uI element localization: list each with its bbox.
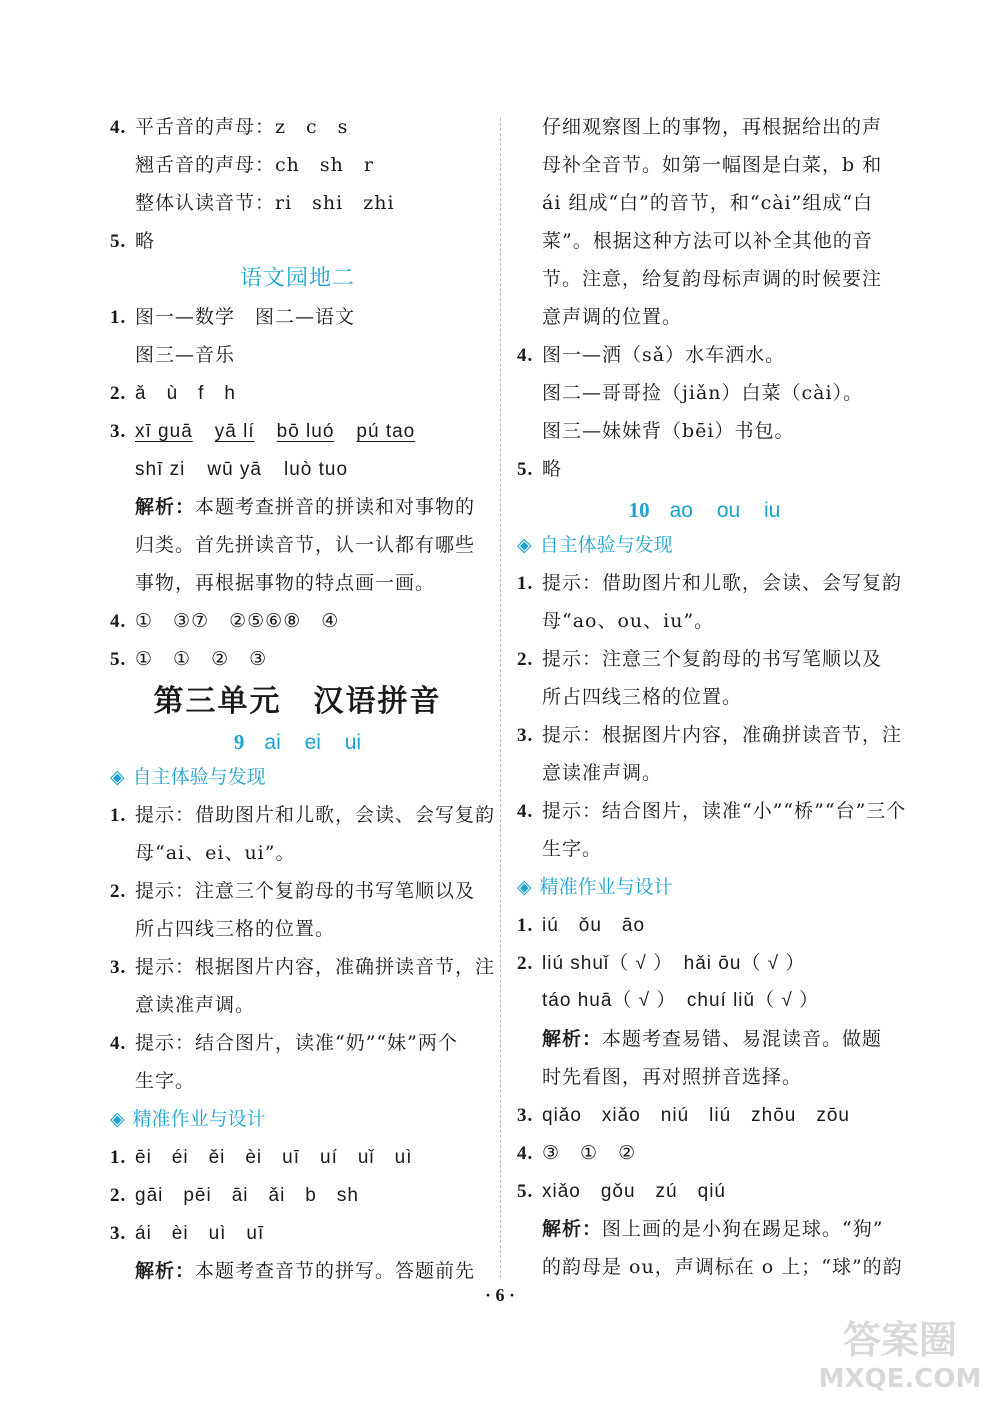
- item-text: 提示：结合图片，读准“奶”“妹”两个: [135, 1032, 458, 1054]
- item-text: 提示：注意三个复韵母的书写笔顺以及: [542, 648, 883, 670]
- subsection-heading: [517, 526, 892, 564]
- item-text: táo huā（ √ ） chuí liǔ（ √ ）: [542, 990, 820, 1011]
- item-number: 4.: [110, 611, 127, 632]
- item-text: 提示：结合图片，读准“小”“桥”“台”三个: [542, 800, 907, 822]
- pinyin-word: luò tuo: [284, 459, 349, 480]
- item-text: 意读准声调。: [542, 762, 663, 784]
- item-number: 5.: [517, 1181, 534, 1202]
- item-text: 生字。: [542, 838, 603, 860]
- item-text: 提示：注意三个复韵母的书写笔顺以及: [135, 880, 476, 902]
- analysis-text: ái 组成“白”的音节，和“cài”组成“白: [542, 192, 874, 214]
- subsection-label: 自主体验与发现: [132, 766, 266, 788]
- item-text: iú ǒu āo: [542, 915, 646, 936]
- diamond-icon: ◈: [110, 1108, 125, 1130]
- left-column: [110, 108, 496, 1290]
- analysis-label: 解析：: [135, 496, 196, 518]
- lesson-name: ai ei ui: [264, 731, 362, 754]
- diamond-icon: ◈: [110, 766, 125, 788]
- answer-item: [110, 1214, 485, 1252]
- item-text: 提示：借助图片和儿歌，会读、会写复韵: [542, 572, 903, 594]
- subsection-label: 自主体验与发现: [539, 534, 673, 556]
- item-number: 2.: [517, 649, 534, 670]
- item-text: 图一—洒（sǎ）水车洒水。: [542, 344, 786, 366]
- item-text: 生字。: [135, 1070, 196, 1092]
- pinyin-word: shī zi: [135, 459, 186, 480]
- item-number: 3.: [517, 1105, 534, 1126]
- analysis: [517, 1020, 892, 1058]
- right-column: [517, 108, 907, 1286]
- analysis-text: 意声调的位置。: [542, 306, 683, 328]
- item-text: 略: [542, 458, 563, 480]
- item-text: gāi pēi āi ǎi b sh: [135, 1185, 359, 1206]
- answer-item: [110, 450, 485, 488]
- subsection-heading: [517, 868, 892, 906]
- answer-item: [110, 796, 496, 834]
- item-text: ③ ① ②: [542, 1142, 637, 1164]
- pinyin-word: pú tao: [356, 421, 416, 442]
- answer-item: [110, 872, 485, 910]
- item-text: 所占四线三格的位置。: [542, 686, 743, 708]
- analysis-label: 解析：: [542, 1218, 603, 1240]
- item-text: 提示：根据图片内容，准确拼读音节，注: [542, 724, 903, 746]
- analysis-text: 归类。首先拼读音节，认一认都有哪些: [135, 534, 476, 556]
- item-number: 4.: [110, 1033, 127, 1054]
- analysis-text: 本题考查音节的拼写。答题前先: [195, 1260, 476, 1282]
- analysis-text: 仔细观察图上的事物，再根据给出的声: [542, 116, 883, 138]
- answer-item: [517, 450, 892, 488]
- item-text: 图三—音乐: [135, 344, 236, 366]
- page-number: · 6 ·: [484, 1285, 515, 1305]
- answer-item: [110, 222, 485, 260]
- answer-item: [517, 564, 903, 602]
- answer-item: [517, 336, 892, 374]
- item-text: liú shuǐ（ √ ） hǎi ōu（ √ ）: [542, 953, 806, 974]
- analysis: [110, 488, 485, 526]
- watermark-url: MXQE.COM: [818, 1364, 982, 1394]
- item-text: xiǎo gǒu zú qiú: [542, 1181, 726, 1202]
- item-number: 4.: [110, 117, 127, 138]
- diamond-icon: ◈: [517, 876, 532, 898]
- answer-item: [517, 792, 907, 830]
- lesson-title: [110, 726, 485, 758]
- answer-item: [517, 944, 892, 982]
- unit-title: 第三单元 汉语拼音: [153, 684, 442, 719]
- item-number: 5.: [110, 231, 127, 252]
- answer-item: [110, 602, 485, 640]
- analysis-text: 本题考查易错、易混读音。做题: [602, 1028, 883, 1050]
- item-text: 整体认读音节：ri shi zhi: [135, 192, 395, 214]
- pinyin-word: yā lí: [214, 421, 255, 442]
- item-text: qiǎo xiǎo niú liú zhōu zōu: [542, 1105, 850, 1126]
- item-text: ① ① ② ③: [135, 648, 268, 670]
- item-number: 4.: [517, 345, 534, 366]
- subsection-heading: [110, 758, 485, 796]
- item-number: 4.: [517, 1143, 534, 1164]
- item-text: 略: [135, 230, 156, 252]
- item-number: 3.: [110, 421, 127, 442]
- analysis-text: 母补全音节。如第一幅图是白菜，b 和: [542, 154, 883, 176]
- item-number: 2.: [517, 953, 534, 974]
- analysis-text: 的韵母是 ou，声调标在 o 上；“球”的韵: [542, 1256, 903, 1278]
- item-text: 图三—妹妹背（bēi）书包。: [542, 420, 795, 442]
- watermark-logo: [810, 1318, 990, 1408]
- analysis-text: 图上画的是小狗在踢足球。“狗”: [602, 1218, 884, 1240]
- item-text: 母“ao、ou、iu”。: [542, 610, 715, 632]
- item-number: 5.: [517, 459, 534, 480]
- subsection-label: 精准作业与设计: [132, 1108, 266, 1130]
- analysis-text: 节。注意，给复韵母标声调的时候要注: [542, 268, 883, 290]
- answer-item: [110, 1138, 485, 1176]
- lesson-number: 10: [628, 498, 650, 522]
- item-text: ① ③⑦ ②⑤⑥⑧ ④: [135, 610, 340, 632]
- item-number: 1.: [110, 805, 127, 826]
- answer-item: [517, 1096, 892, 1134]
- pinyin-word: xī guā: [135, 421, 193, 442]
- pinyin-word: wū yā: [207, 459, 262, 480]
- answer-item: [110, 640, 485, 678]
- subsection-heading: [110, 1100, 485, 1138]
- item-text: ǎ ù f h: [135, 383, 236, 404]
- analysis-text: 事物，再根据事物的特点画一画。: [135, 572, 436, 594]
- answer-item: [110, 948, 496, 986]
- item-text: 提示：借助图片和儿歌，会读、会写复韵: [135, 804, 496, 826]
- item-text: 图一—数学 图二—语文: [135, 306, 356, 328]
- subsection-label: 精准作业与设计: [539, 876, 673, 898]
- lesson-title: [517, 494, 892, 526]
- item-number: 1.: [517, 915, 534, 936]
- answer-item: [517, 1172, 892, 1210]
- item-number: 3.: [110, 1223, 127, 1244]
- analysis-label: 解析：: [135, 1260, 196, 1282]
- answer-item: [517, 906, 892, 944]
- item-number: 1.: [517, 573, 534, 594]
- answer-item: [517, 640, 892, 678]
- item-number: 3.: [517, 725, 534, 746]
- item-number: 1.: [110, 1147, 127, 1168]
- item-number: 2.: [110, 1185, 127, 1206]
- item-text: ēi éi ěi èi uī uí uǐ uì: [135, 1147, 413, 1168]
- answer-item: [517, 1134, 892, 1172]
- answer-item: [110, 298, 485, 336]
- analysis-text: 时先看图，再对照拼音选择。: [542, 1066, 803, 1088]
- item-number: 5.: [110, 649, 127, 670]
- item-number: 1.: [110, 307, 127, 328]
- item-text: 母“ai、ei、ui”。: [135, 842, 296, 864]
- lesson-name: ao ou iu: [669, 499, 781, 522]
- item-text: 意读准声调。: [135, 994, 256, 1016]
- item-text: 平舌音的声母：z c s: [135, 116, 349, 138]
- answer-item: [110, 1176, 485, 1214]
- item-text: 提示：根据图片内容，准确拼读音节，注: [135, 956, 496, 978]
- watermark-text: 答案圈: [842, 1318, 957, 1362]
- analysis-text: 菜”。根据这种方法可以补全其他的音: [542, 230, 873, 252]
- analysis-label: 解析：: [542, 1028, 603, 1050]
- answer-item: [110, 374, 485, 412]
- analysis-text: 本题考查拼音的拼读和对事物的: [195, 496, 476, 518]
- analysis: [517, 1210, 892, 1248]
- answer-item: [517, 716, 903, 754]
- diamond-icon: ◈: [517, 534, 532, 556]
- item-number: 3.: [110, 957, 127, 978]
- column-divider: [500, 118, 501, 1278]
- item-number: 2.: [110, 383, 127, 404]
- answer-item: [110, 1024, 485, 1062]
- lesson-number: 9: [233, 730, 245, 754]
- item-text: 翘舌音的声母：ch sh r: [135, 154, 374, 176]
- item-number: 2.: [110, 881, 127, 902]
- item-text: 图二—哥哥捡（jiǎn）白菜（cài）。: [542, 382, 864, 404]
- pinyin-word: bō luó: [276, 421, 335, 442]
- answer-item: [110, 108, 485, 146]
- item-text: 所占四线三格的位置。: [135, 918, 336, 940]
- item-text: ái èi uì uī: [135, 1223, 265, 1244]
- answer-item: [110, 412, 485, 450]
- item-number: 4.: [517, 801, 534, 822]
- section-title: 语文园地二: [239, 266, 355, 291]
